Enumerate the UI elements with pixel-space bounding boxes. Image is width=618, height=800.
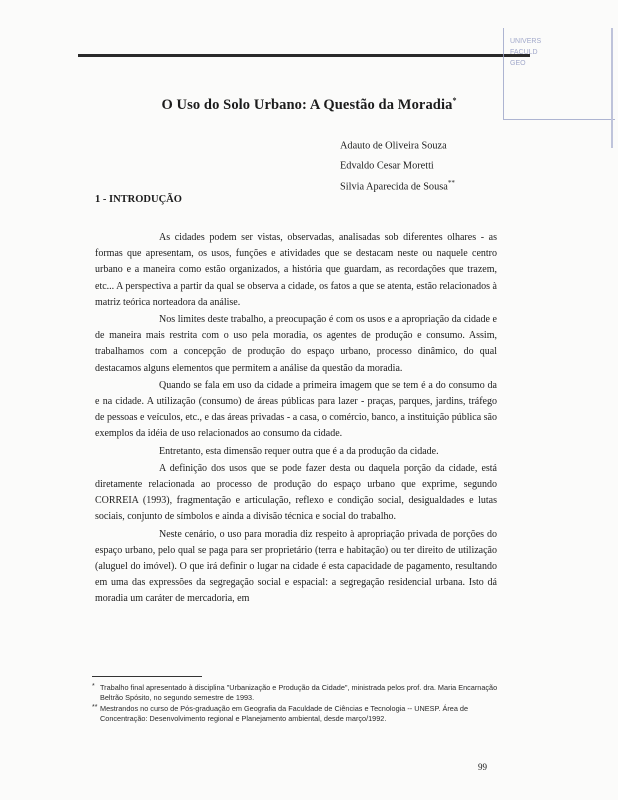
- footnote-mark: *: [92, 683, 95, 690]
- footnote: [92, 683, 512, 703]
- footnote-text: Mestrandos no curso de Pós-graduação em Geografia da Faculdade de Ciências e Tecnologia -- UNESP. Área de Concentração: Desenvolvimento regional e Planejamento ambiental, desde março/1992.: [100, 704, 469, 723]
- author-name: Silvia Aparecida de Sousa**: [340, 178, 455, 193]
- paragraph: Nos limites deste trabalho, a preocupação é com os usos e a apropriação da cidade e de maneira mais restrita com o uso pela moradia, os agentes de produção e consumo. Assim, trabalhamos com a concepção de produção do espaço urbano, processo dinâmico, do qual destacamos alguns elementos que permitem a análise da questão da moradia.: [95, 314, 497, 374]
- top-rule: [78, 54, 530, 57]
- title-text: O Uso do Solo Urbano: A Questão da Moradia: [161, 96, 453, 113]
- section-heading: 1 - INTRODUÇÃO: [95, 194, 182, 205]
- stamp-line: GEO: [510, 60, 526, 67]
- paragraph: As cidades podem ser vistas, observadas, analisadas sob diferentes olhares - as formas que apresentam, os usos, funções e atividades que se destacam neste ou naquele centro urbano e a maneira como estão organizados, a história que guardam, as recordações que trazem, etc... A perspectiva a partir da qual se observa a cidade, os fatos a que se atenta, estão relacionados à matriz teórica norteadora da análise.: [95, 232, 497, 308]
- paragraph: Entretanto, esta dimensão requer outra que é a da produção da cidade.: [159, 445, 439, 457]
- document-title: [0, 96, 618, 114]
- title-footnote-mark: *: [452, 96, 457, 105]
- author-name: Edvaldo Cesar Moretti: [340, 160, 434, 172]
- page-number: 99: [478, 762, 487, 772]
- stamp-line: FACULD: [510, 49, 538, 56]
- body-text: [95, 230, 497, 609]
- footnote: [92, 704, 512, 724]
- footnote-mark: **: [92, 704, 98, 711]
- paragraph: Neste cenário, o uso para moradia diz respeito à apropriação privada de porções do espaço urbano, pelo qual se paga para ser proprietário (terra e habitação) ou ter direito de utilização (aluguel do imóvel). O que irá definir o lugar na cidade é esta capacidade de pagamento, resultando em uma das expressões da segregação social e espacial: a segregação residencial urbana. Isto dá moradia um caráter de mercadoria, em: [95, 528, 497, 605]
- author-list: [340, 134, 455, 195]
- footnote-text: Trabalho final apresentado à disciplina "Urbanização e Produção da Cidade", ministrada pelos prof. dra. Maria Encarnação Beltrão Spósito, no segundo semestre de 1993.: [100, 683, 498, 702]
- footnotes: [92, 683, 512, 725]
- stamp-edge: [611, 28, 613, 148]
- author-name: Adauto de Oliveira Souza: [340, 140, 447, 152]
- stamp-line: UNIVERS: [510, 38, 542, 45]
- footnote-divider: [92, 676, 202, 677]
- paragraph: Quando se fala em uso da cidade a primeira imagem que se tem é a do consumo da e na cidade. A utilização (consumo) de áreas públicas para lazer - praças, parques, jardins, tráfego de pessoas e veículos, etc., e das áreas privadas - a casa, o comércio, banco, a instituição pública são exemplos da idéia de uso relacionados ao consumo da cidade.: [95, 379, 497, 440]
- paragraph: A definição dos usos que se pode fazer desta ou daquela porção da cidade, está diretamente relacionada ao processo de produção do espaço urbano que exprime, segundo CORREIA (1993), fragmentação e articulação, reflexo e condição social, desigualdades e lutas sociais, conjunto de símbolos e ainda a divisão técnica e social do trabalho.: [95, 462, 497, 523]
